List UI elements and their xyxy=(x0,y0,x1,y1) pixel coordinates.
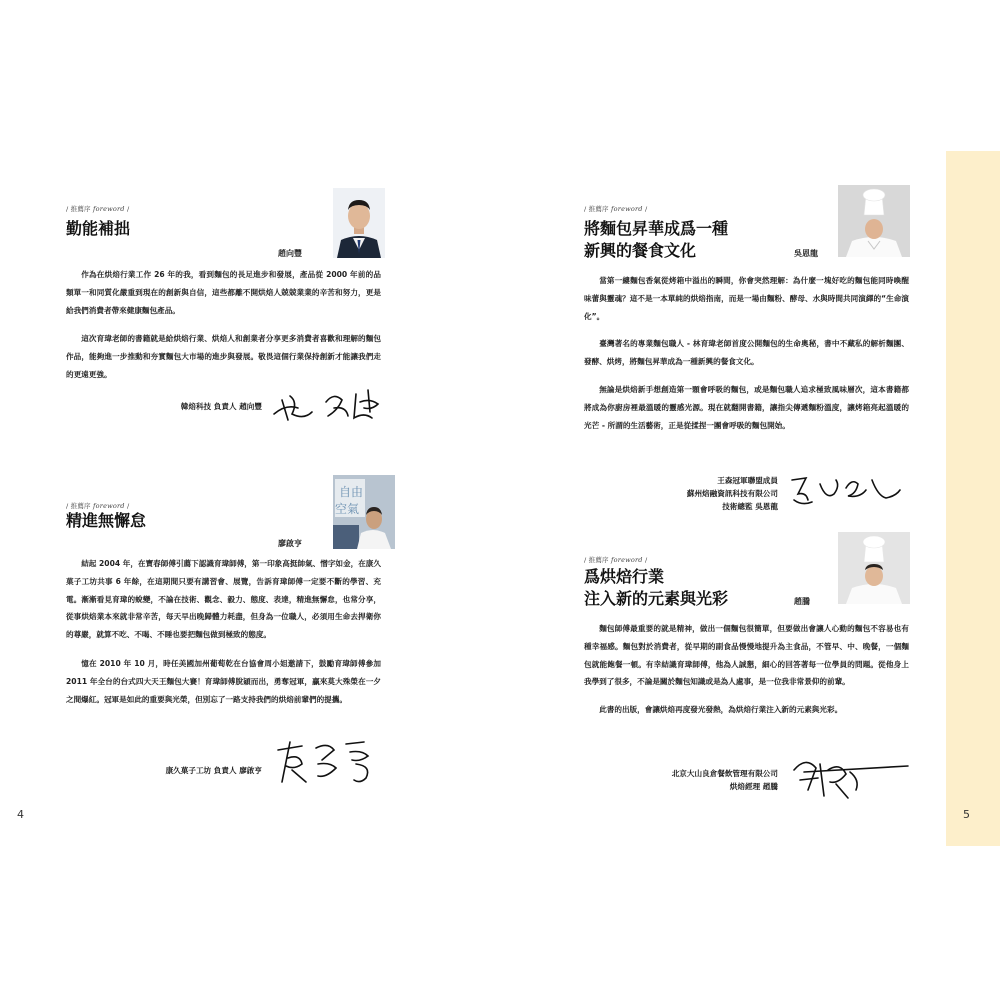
page-number-right: 5 xyxy=(963,808,970,821)
svg-text:空氣: 空氣 xyxy=(335,502,360,516)
paragraph: 憶在 2010 年 10 月，時任美國加州葡萄乾在台協會周小姐邀請下，鼓勵育瑋師傅參加 2011 年全台的台式四大天王麵包大賽！育瑋師傅脫穎而出，勇奪冠軍，贏來莫大殊榮在一夕之間爆紅。冠軍是如此的重要與光榮，但別忘了一路支持我們的烘焙前輩們的提攜。 xyxy=(66,658,381,704)
handwritten-signature xyxy=(790,750,915,808)
foreword-body xyxy=(584,272,909,434)
portrait-image xyxy=(838,532,910,604)
signoff-line: 韓焙科技 負責人 趙向豐 xyxy=(180,402,262,411)
section-title: 爲烘焙行業 注入新的元素與光彩 xyxy=(584,567,729,608)
paragraph: 作為在烘焙行業工作 26 年的我，看到麵包的長足進步和發展，產品從 2000 年前的品類單一和同質化嚴重到現在的創新與自信，這些都離不開烘焙人兢兢業業的辛苦和努力，更是給我們消費者帶來健康麵包產品。 xyxy=(66,270,381,315)
foreword-tag: / 推薦序 foreword / xyxy=(584,205,648,213)
paragraph: 此書的出版，會讓烘焙再度發光發熱，為烘焙行業注入新的元素與光彩。 xyxy=(599,705,843,715)
paragraph: 這次育瑋老師的書籍就是給烘焙行業、烘焙人和創業者分享更多消費者喜歡和理解的麵包作品，能夠進一步推動和夯實麵包大市場的進步與發展。敬畏這個行業保持創新才能讓我們走的更遠更強。 xyxy=(66,334,381,379)
signoff-block: 北京大山良倉餐飲管理有限公司 烘焙經理 趙騰 xyxy=(671,769,778,791)
author-name: 廖啟亨 xyxy=(278,539,302,548)
handwritten-signature xyxy=(268,382,393,424)
paragraph: 臺灣著名的專業麵包職人 - 林育瑋老師首度公開麵包的生命奧秘，書中不藏私的解析麵團、發酵、烘烤，將麵包昇華成為一種新興的餐食文化。 xyxy=(584,339,909,367)
paragraph: 結起 2004 年，在寶春師傅引薦下認識育瑋師傅，第一印象高挺帥氣、憎字如金，在康久菓子工坊共事 6 年餘，在這期間只要有講習會、展覽，告訴育瑋師傅一定要不斷的學習、充電。漸漸看見育瑋的蛻變，不論在技術、觀念、毅力、態度、表達，精進無懈怠，也常分享，從事烘焙業本來就非常辛苦，每天早出晚歸體力耗盡，但身為一位職人，必須用生命去捍衛你的尊嚴，就算不吃、不喝、不睡也要把麵包做到極致的態度。 xyxy=(66,559,381,640)
page-edge-tab xyxy=(946,151,1000,846)
author-name: 趙向豐 xyxy=(278,249,302,258)
foreword-tag: / 推薦序 foreword / xyxy=(584,556,648,564)
author-name: 趙騰 xyxy=(794,597,810,606)
paragraph: 麵包師傅最重要的就是精神，做出一個麵包很簡單，但要做出會讓人心動的麵包不容易也有種幸福感。麵包對於消費者，從早期的副食品慢慢地提升為主食品，不管早、中、晚餐，一個麵包就能飽餐一頓。有幸結識育瑋師傅，他為人誠懇，細心的回答著每一位學員的問題。從他身上我學到了很多，不論是關於麵包知識或是為人處事，是一位我非常景仰的前輩。 xyxy=(584,624,909,687)
foreword-tag: / 推薦序 foreword / xyxy=(66,205,130,213)
paragraph: 無論是烘焙新手想創造第一顆會呼吸的麵包，或是麵包職人追求極致風味層次，這本書籍都將成為你廚房裡最溫暖的靈感光源。現在就翻開書籍，讓指尖傳遞麵粉溫度，讓烤箱亮起溫暖的光芒 - 所謂的生活藝術，正是從揉捏一團會呼吸的麵包開始。 xyxy=(584,384,909,430)
section-title: 精進無懈怠 xyxy=(66,511,147,530)
foreword-tag: / 推薦序 foreword / xyxy=(66,502,130,510)
author-name: 吳恩龍 xyxy=(794,249,818,258)
svg-text:自由: 自由 xyxy=(339,485,364,499)
foreword-body xyxy=(66,555,381,708)
portrait-image xyxy=(333,188,385,258)
foreword-body xyxy=(66,266,381,384)
portrait-image xyxy=(838,185,910,257)
foreword-body xyxy=(584,620,909,719)
page-number-left: 4 xyxy=(17,808,24,821)
handwritten-signature xyxy=(786,470,906,512)
section-title: 勤能補拙 xyxy=(66,219,131,238)
signoff-block: 王森冠軍聯盟成員 蘇州焙融資訊科技有限公司 技術總監 吳恩龍 xyxy=(686,476,778,511)
section-title: 將麵包昇華成爲一種 新興的餐食文化 xyxy=(584,219,729,260)
portrait-image xyxy=(333,475,395,549)
handwritten-signature xyxy=(272,736,387,788)
paragraph: 當第一縷麵包香氣從烤箱中溢出的瞬間，你會突然理解：為什麼一塊好吃的麵包能同時喚醒味蕾與靈魂？這不是一本單純的烘焙指南，而是一場由麵粉、酵母、水與時間共同演繹的“生命演化”。 xyxy=(584,276,909,321)
signoff-line: 康久菓子工坊 負責人 廖啟亨 xyxy=(165,766,262,775)
